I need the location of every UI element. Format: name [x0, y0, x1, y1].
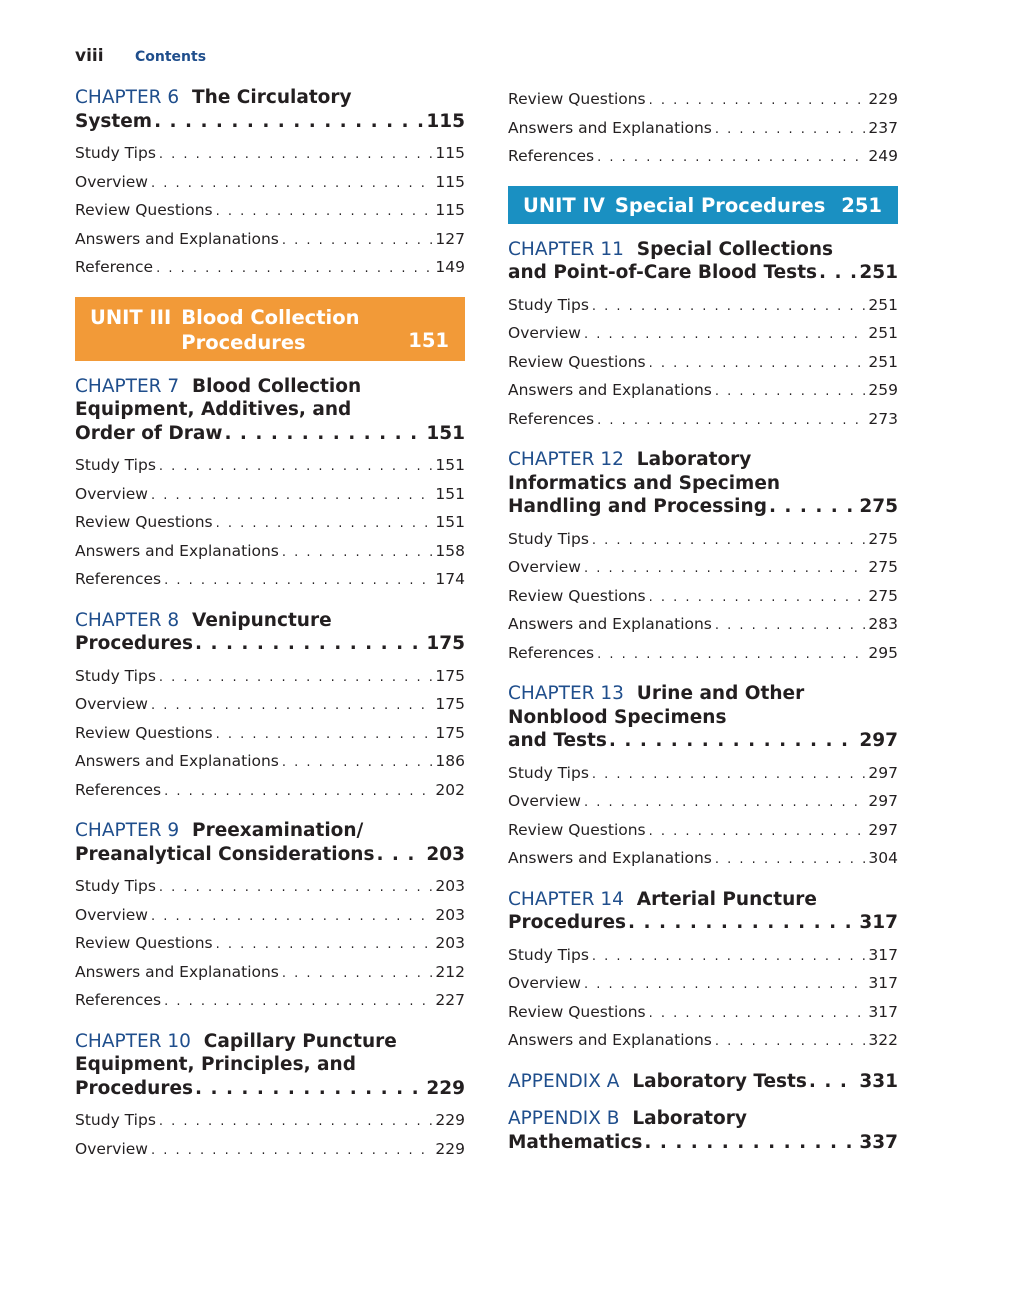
toc-entry-title: Review Questions — [508, 90, 646, 108]
toc-entry-title: Overview — [508, 324, 581, 342]
toc-entry[interactable] — [508, 583, 898, 612]
toc-entry-page: 115 — [435, 172, 465, 191]
toc-entry[interactable] — [75, 538, 465, 567]
toc-entry-page: 175 — [435, 723, 465, 742]
dot-leader — [592, 944, 866, 971]
chapter-page: 115 — [426, 110, 465, 132]
toc-chapter — [508, 1070, 898, 1094]
toc-entry-title: Review Questions — [508, 586, 646, 605]
dot-leader — [649, 88, 866, 115]
dot-leader — [159, 665, 433, 692]
chapter-title-text: and Tests — [508, 730, 607, 751]
unit-title-line: Procedures — [181, 330, 306, 354]
dot-leader — [715, 847, 866, 874]
toc-entry-page: 251 — [868, 352, 898, 371]
toc-entry[interactable] — [75, 748, 465, 777]
dot-leader — [154, 110, 424, 134]
toc-entry-page: 151 — [435, 513, 465, 531]
toc-entry-page: 275 — [868, 529, 898, 548]
dot-leader — [151, 171, 432, 198]
toc-entry-title: References — [508, 409, 595, 428]
toc-chapter — [75, 609, 465, 806]
chapter-label: CHAPTER 11 — [508, 238, 624, 260]
chapter-title-line: Equipment, Additives, and — [75, 399, 352, 420]
chapter-title-text: Procedures — [75, 633, 194, 654]
dot-leader — [649, 351, 866, 378]
chapter-label: CHAPTER 10 — [75, 1030, 191, 1052]
dot-leader — [597, 642, 865, 669]
toc-entry[interactable] — [75, 987, 465, 1016]
toc-entry-page: 203 — [435, 905, 465, 924]
toc-entry-page: 322 — [868, 1031, 898, 1049]
chapter-title-text: Procedures — [75, 1077, 194, 1099]
page-number: viii — [75, 46, 104, 66]
toc-entry[interactable] — [75, 691, 465, 720]
chapter-heading[interactable] — [75, 819, 465, 866]
unit-heading — [90, 305, 450, 355]
toc-entry-page: 127 — [435, 229, 465, 248]
chapter-title-last-line — [508, 261, 898, 285]
chapter-title-text: Laboratory — [636, 449, 752, 470]
dot-leader — [216, 722, 433, 749]
toc-chapter — [508, 238, 898, 435]
toc-entry[interactable] — [75, 777, 465, 806]
dot-leader — [195, 1077, 424, 1101]
toc-entry-title: Answers and Explanations — [75, 541, 279, 560]
chapter-title-text: Preexamination/ — [192, 820, 364, 841]
toc-chapter — [75, 1030, 465, 1165]
toc-entry-page: 275 — [868, 586, 898, 605]
chapter-title-line — [508, 888, 898, 912]
dot-leader — [376, 843, 424, 867]
chapter-title-last-line — [508, 911, 898, 935]
toc-entry-page: 158 — [435, 541, 465, 560]
toc-entry[interactable] — [508, 320, 898, 349]
toc-entry-title: Overview — [508, 792, 581, 810]
toc-entry-page: 175 — [435, 666, 465, 685]
chapter-page: 151 — [426, 422, 465, 444]
chapter-label: CHAPTER 12 — [508, 449, 624, 470]
toc-entry-title: Answers and Explanations — [508, 118, 712, 137]
toc-entry-title: Reference — [75, 258, 154, 276]
toc-entry-title: Review Questions — [75, 723, 213, 742]
chapter-title-text: Arterial Puncture — [636, 888, 817, 910]
chapter-title-last-line — [75, 632, 465, 656]
toc-entry[interactable] — [75, 873, 465, 902]
chapter-label: CHAPTER 8 — [75, 609, 180, 631]
toc-entry[interactable] — [75, 509, 465, 538]
dot-leader — [592, 762, 866, 789]
toc-entry-title: Review Questions — [75, 934, 213, 952]
chapter-title-line — [508, 682, 898, 706]
dot-leader — [216, 199, 433, 226]
chapter-title-line — [508, 1107, 898, 1131]
chapter-heading[interactable] — [75, 86, 465, 133]
toc-entry-title: Study Tips — [75, 877, 156, 895]
toc-entry-title: Answers and Explanations — [508, 849, 712, 867]
chapter-label: CHAPTER 6 — [75, 87, 180, 108]
toc-entry-title: Answers and Explanations — [75, 752, 279, 770]
toc-entry[interactable] — [75, 481, 465, 510]
toc-entry-page: 151 — [435, 484, 465, 503]
unit-page-number: 151 — [408, 328, 449, 352]
toc-entry-title: Answers and Explanations — [75, 229, 279, 248]
toc-entry[interactable] — [508, 86, 898, 115]
toc-entry[interactable] — [508, 292, 898, 321]
toc-entry[interactable] — [508, 377, 898, 406]
toc-entry-title: References — [75, 991, 162, 1009]
dot-leader — [715, 1029, 866, 1056]
chapter-title-last-line — [75, 110, 465, 134]
dot-leader — [159, 1109, 433, 1136]
toc-entry-page: 203 — [435, 877, 465, 895]
toc-chapter — [508, 448, 898, 668]
dot-leader — [715, 117, 866, 144]
chapter-title-text: System — [75, 110, 153, 132]
dot-leader — [159, 875, 433, 902]
running-title: Contents — [135, 49, 207, 65]
chapter-heading[interactable] — [508, 888, 898, 935]
dot-leader — [649, 585, 866, 612]
dot-leader — [282, 961, 433, 988]
toc-entry-page: 229 — [435, 1139, 465, 1158]
chapter-page: 229 — [426, 1077, 465, 1099]
toc-entry[interactable] — [75, 902, 465, 931]
toc-entry[interactable] — [75, 169, 465, 198]
toc-entry-title: References — [508, 147, 595, 165]
dot-leader — [592, 528, 866, 555]
toc-entry-group — [508, 86, 898, 172]
chapter-title-last-line — [75, 422, 465, 446]
toc-chapter — [508, 1107, 898, 1154]
chapter-page: 275 — [859, 496, 898, 517]
chapter-label: CHAPTER 7 — [75, 375, 180, 397]
toc-entry[interactable] — [75, 930, 465, 959]
toc-entry[interactable] — [508, 817, 898, 846]
dot-leader — [584, 322, 865, 349]
toc-entry-page: 317 — [868, 974, 898, 992]
chapter-title-text: Laboratory Tests — [632, 1070, 807, 1092]
dot-leader — [715, 613, 866, 640]
dot-leader — [769, 495, 857, 519]
chapter-title-text: Handling and Processing — [508, 496, 767, 517]
toc-entry[interactable] — [508, 143, 898, 172]
dot-leader — [584, 556, 865, 583]
toc-entry-title: Study Tips — [75, 144, 156, 162]
toc-right-column — [508, 86, 898, 1168]
toc-chapter — [75, 86, 465, 283]
chapter-page: 251 — [859, 262, 898, 283]
toc-entry[interactable] — [508, 845, 898, 874]
chapter-title-text: Order of Draw — [75, 422, 223, 444]
dot-leader — [159, 454, 433, 481]
toc-entry-page: 259 — [868, 381, 898, 399]
toc-entry-page: 115 — [435, 201, 465, 219]
dot-leader — [609, 729, 857, 753]
toc-entry-title: Answers and Explanations — [508, 615, 712, 633]
toc-entry-title: Overview — [75, 172, 148, 191]
chapter-title-text: Procedures — [508, 912, 627, 933]
unit-label: UNIT III — [90, 305, 172, 329]
toc-entry-page: 275 — [868, 558, 898, 576]
toc-entry-title: Study Tips — [75, 456, 156, 474]
toc-entry-title: Study Tips — [508, 945, 589, 964]
chapter-label: CHAPTER 9 — [75, 820, 180, 841]
chapter-heading[interactable] — [508, 1107, 898, 1154]
chapter-title-line: Equipment, Principles, and — [75, 1054, 356, 1075]
toc-entry-title: Study Tips — [508, 529, 589, 548]
toc-chapter — [508, 888, 898, 1056]
toc-entry-title: Review Questions — [75, 513, 213, 531]
unit-title-line: Special Procedures — [614, 193, 826, 217]
chapter-page: 317 — [859, 912, 898, 933]
toc-entry[interactable] — [508, 1027, 898, 1056]
toc-entry-title: Overview — [75, 484, 148, 503]
chapter-title-line — [75, 819, 465, 843]
toc-entry-title: Answers and Explanations — [508, 381, 712, 399]
toc-entry-title: References — [75, 570, 162, 588]
toc-entry[interactable] — [75, 452, 465, 481]
toc-entry-title: Overview — [508, 974, 581, 992]
toc-entry-page: 227 — [435, 991, 465, 1009]
toc-entry-page: 149 — [435, 258, 465, 276]
chapter-heading[interactable] — [75, 375, 465, 446]
chapter-label: CHAPTER 13 — [508, 683, 624, 704]
toc-entry-page: 297 — [868, 792, 898, 810]
unit-title — [615, 193, 825, 218]
page-header — [75, 46, 206, 68]
unit-page-number: 251 — [841, 193, 882, 217]
toc-entry-page: 304 — [868, 849, 898, 867]
dot-leader — [224, 422, 424, 446]
chapter-page: 297 — [859, 730, 898, 751]
toc-entry-title: Review Questions — [508, 820, 646, 839]
chapter-title-line — [75, 609, 465, 633]
toc-entry-page: 295 — [868, 643, 898, 662]
chapter-title-text: Laboratory — [632, 1108, 747, 1129]
toc-entry-page: 151 — [435, 456, 465, 474]
dot-leader — [715, 379, 866, 406]
toc-entry-page: 317 — [868, 1002, 898, 1021]
chapter-label: APPENDIX A — [508, 1070, 620, 1092]
chapter-title-line — [75, 375, 465, 399]
chapter-page: 175 — [426, 633, 465, 654]
toc-left-column — [75, 86, 465, 1178]
toc-entry[interactable] — [75, 254, 465, 283]
toc-entry-page: 212 — [435, 962, 465, 981]
toc-entry[interactable] — [508, 406, 898, 435]
toc-entry[interactable] — [75, 1107, 465, 1136]
chapter-title-text: and Point-of-Care Blood Tests — [508, 262, 818, 283]
chapter-page: 337 — [859, 1131, 898, 1153]
toc-entry-title: Study Tips — [508, 763, 589, 782]
dot-leader — [151, 1138, 432, 1165]
chapter-heading[interactable] — [75, 1030, 465, 1101]
toc-entry[interactable] — [75, 226, 465, 255]
toc-entry[interactable] — [75, 720, 465, 749]
unit-title — [181, 305, 359, 355]
toc-entry[interactable] — [508, 970, 898, 999]
toc-entry[interactable] — [508, 788, 898, 817]
unit-title-line: Blood Collection — [181, 305, 360, 329]
toc-entry[interactable] — [508, 942, 898, 971]
dot-leader — [151, 483, 432, 510]
toc-entry[interactable] — [508, 554, 898, 583]
toc-entry[interactable] — [75, 959, 465, 988]
chapter-heading[interactable] — [508, 1070, 898, 1094]
dot-leader — [628, 911, 857, 935]
dot-leader — [195, 632, 424, 656]
toc-entry[interactable] — [508, 526, 898, 555]
toc-entry-page: 203 — [435, 934, 465, 952]
toc-entry-page: 297 — [868, 820, 898, 839]
toc-entry-title: Overview — [75, 905, 148, 924]
chapter-title-last-line — [508, 729, 898, 753]
dot-leader — [809, 1070, 857, 1094]
dot-leader — [164, 568, 432, 595]
toc-entry-page: 174 — [435, 570, 465, 588]
toc-entry-title: Study Tips — [75, 666, 156, 685]
toc-entry-title: Overview — [508, 558, 581, 576]
chapter-title-line — [508, 238, 898, 262]
chapter-title-line — [75, 86, 465, 110]
toc-entry-page: 297 — [868, 763, 898, 782]
toc-entry[interactable] — [508, 115, 898, 144]
chapter-heading[interactable] — [508, 682, 898, 753]
dot-leader — [584, 972, 865, 999]
toc-entry-title: Overview — [75, 695, 148, 713]
toc-entry-page: 283 — [868, 615, 898, 633]
chapter-title-last-line — [75, 1077, 465, 1101]
unit-label: UNIT IV — [523, 193, 605, 217]
toc-entry[interactable] — [75, 140, 465, 169]
toc-entry-title: Review Questions — [508, 352, 646, 371]
chapter-title-last-line — [75, 843, 465, 867]
unit-heading — [523, 193, 883, 218]
dot-leader — [597, 145, 865, 172]
chapter-title-line: Nonblood Specimens — [508, 706, 727, 728]
chapter-heading[interactable] — [508, 238, 898, 285]
chapter-heading[interactable] — [75, 609, 465, 656]
dot-leader — [597, 408, 865, 435]
chapter-title-line — [508, 448, 898, 472]
chapter-label: APPENDIX B — [508, 1108, 620, 1129]
toc-entry-page: 317 — [868, 945, 898, 964]
dot-leader — [164, 779, 432, 806]
toc-entry-title: Review Questions — [508, 1002, 646, 1021]
dot-leader — [151, 693, 432, 720]
unit-banner[interactable] — [508, 186, 898, 224]
toc-chapter — [75, 819, 465, 1016]
toc-entry-title: References — [75, 780, 162, 799]
toc-entry-page: 229 — [868, 90, 898, 108]
dot-leader — [584, 790, 865, 817]
chapter-title-text: Blood Collection — [192, 375, 362, 397]
chapter-title-text: The Circulatory — [192, 87, 352, 108]
chapter-title-text: Mathematics — [508, 1131, 643, 1153]
chapter-title-text: Venipuncture — [192, 609, 332, 631]
toc-entry-page: 202 — [435, 780, 465, 799]
toc-entry[interactable] — [508, 611, 898, 640]
toc-chapter — [508, 682, 898, 874]
dot-leader — [151, 904, 432, 931]
chapter-page: 331 — [859, 1070, 898, 1092]
toc-entry[interactable] — [75, 663, 465, 692]
chapter-title-text: Special Collections — [636, 238, 834, 260]
dot-leader — [282, 540, 433, 567]
toc-entry-page: 249 — [868, 147, 898, 165]
dot-leader — [819, 261, 857, 285]
dot-leader — [156, 256, 432, 283]
toc-entry[interactable] — [75, 197, 465, 226]
dot-leader — [159, 142, 433, 169]
dot-leader — [216, 511, 433, 538]
toc-entry-title: References — [508, 643, 595, 662]
dot-leader — [282, 750, 433, 777]
toc-entry-page: 273 — [868, 409, 898, 428]
chapter-title-last-line — [508, 1131, 898, 1155]
chapter-title-text: Urine and Other — [636, 683, 805, 704]
toc-entry[interactable] — [508, 760, 898, 789]
toc-entry-title: Overview — [75, 1139, 148, 1158]
chapter-title-line: Informatics and Specimen — [508, 472, 781, 494]
toc-entry-page: 251 — [868, 295, 898, 314]
dot-leader — [216, 932, 433, 959]
dot-leader — [644, 1131, 857, 1155]
toc-entry-title: Study Tips — [75, 1111, 156, 1129]
toc-entry-title: Answers and Explanations — [75, 962, 279, 981]
chapter-page: 203 — [426, 843, 465, 865]
chapter-title-line — [75, 1030, 465, 1054]
chapter-heading[interactable] — [508, 448, 898, 519]
toc-entry[interactable] — [508, 999, 898, 1028]
dot-leader — [282, 228, 433, 255]
dot-leader — [164, 989, 432, 1016]
toc-entry[interactable] — [75, 566, 465, 595]
chapter-title-last-line — [508, 1070, 898, 1094]
toc-entry-title: Review Questions — [75, 201, 213, 219]
toc-entry-title: Study Tips — [508, 295, 589, 314]
toc-entry-page: 186 — [435, 752, 465, 770]
toc-entry-page: 237 — [868, 118, 898, 137]
chapter-title-text: Capillary Puncture — [203, 1030, 397, 1052]
dot-leader — [592, 294, 866, 321]
toc-entry-page: 251 — [868, 324, 898, 342]
toc-entry-page: 175 — [435, 695, 465, 713]
chapter-title-text: Preanalytical Considerations — [75, 843, 375, 865]
toc-chapter — [75, 375, 465, 595]
toc-entry[interactable] — [508, 640, 898, 669]
chapter-label: CHAPTER 14 — [508, 888, 624, 910]
chapter-title-last-line — [508, 495, 898, 519]
toc-entry[interactable] — [75, 1136, 465, 1165]
toc-entry[interactable] — [508, 349, 898, 378]
dot-leader — [649, 1001, 866, 1028]
toc-entry-page: 229 — [435, 1111, 465, 1129]
unit-banner[interactable] — [75, 297, 465, 361]
dot-leader — [649, 819, 866, 846]
toc-entry-page: 115 — [435, 144, 465, 162]
toc-entry-title: Answers and Explanations — [508, 1031, 712, 1049]
